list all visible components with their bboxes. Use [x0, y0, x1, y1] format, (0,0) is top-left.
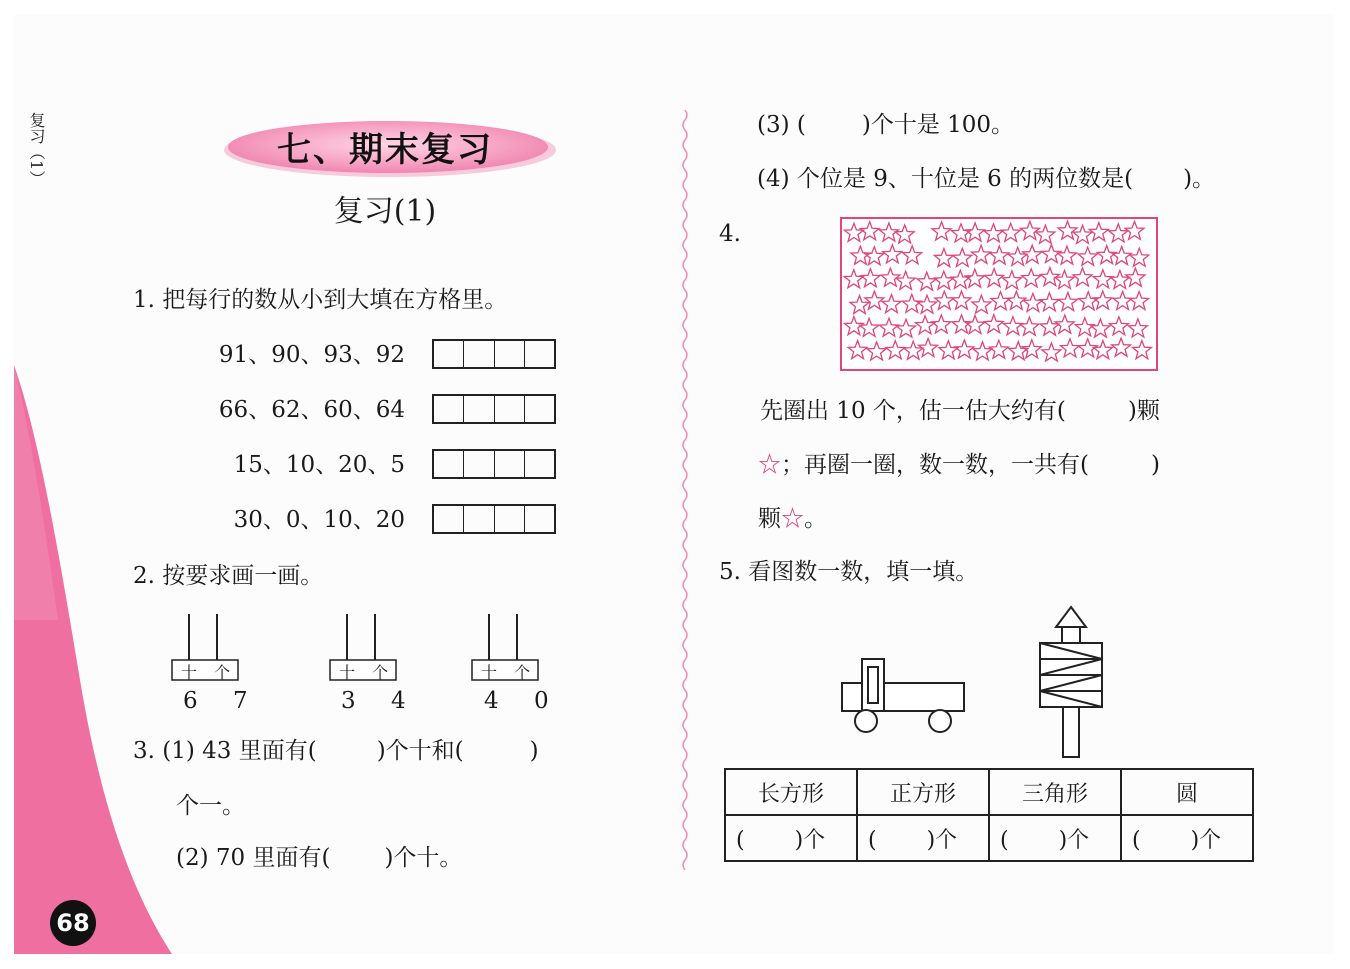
star-shape[interactable]: [953, 248, 972, 266]
star-shape[interactable]: [1055, 315, 1074, 333]
q3-1-text-c: ): [529, 738, 539, 764]
shape-count-table: [724, 768, 1254, 862]
star-shape[interactable]: [1022, 269, 1041, 287]
header-circle: 圆: [1121, 769, 1253, 815]
q3-1-text-a: 3. (1) 43 里面有(: [133, 738, 317, 764]
star-shape[interactable]: [1130, 292, 1149, 310]
star-shape[interactable]: [1020, 221, 1039, 239]
star-shape[interactable]: [886, 341, 905, 359]
q3-line-2: 个一。: [176, 793, 245, 819]
q3-2-text-a: (2) 70 里面有(: [176, 845, 331, 871]
star-shape[interactable]: [932, 222, 951, 240]
star-shape[interactable]: [1128, 319, 1147, 337]
star-shape[interactable]: [1022, 340, 1041, 358]
star-shape[interactable]: [881, 268, 900, 286]
q3-1-text-b: )个十和(: [376, 738, 464, 764]
star-shape[interactable]: [934, 271, 953, 289]
q1-row-2-numbers: 66、62、60、64: [218, 397, 405, 423]
q5-prompt: 5. 看图数一数，填一填。: [719, 559, 979, 585]
star-shape[interactable]: [952, 291, 971, 309]
star-shape[interactable]: [1130, 248, 1149, 266]
star-shape[interactable]: [897, 319, 916, 337]
star-shape[interactable]: [1055, 270, 1074, 288]
q4-text-a: 先圈出 10 个，估一估大约有(: [760, 398, 1066, 424]
star-shape[interactable]: [1113, 291, 1132, 309]
q3-line-1: [133, 736, 539, 766]
star-shape[interactable]: [1023, 245, 1042, 263]
star-shape[interactable]: [867, 342, 886, 360]
star-field: [842, 219, 1156, 369]
star-shape[interactable]: [951, 270, 970, 288]
q3-3-text-a: (3) (: [757, 112, 806, 138]
q1-row-2-answer-boxes[interactable]: [432, 394, 556, 424]
star-shape[interactable]: [972, 295, 991, 313]
q4-text-c: ；再圈一圈，数一数，一共有(: [781, 452, 1089, 478]
star-shape[interactable]: [1089, 223, 1108, 241]
star-shape[interactable]: [1110, 270, 1129, 288]
star-shape[interactable]: [882, 295, 901, 313]
star-shape[interactable]: [1091, 319, 1110, 337]
star-shape[interactable]: [1003, 317, 1022, 335]
header-rectangle: 长方形: [725, 769, 857, 815]
star-shape[interactable]: [935, 291, 954, 309]
section-subtitle: 复习(1): [333, 194, 437, 229]
star-shape[interactable]: [939, 341, 958, 359]
star-shape[interactable]: [1058, 221, 1077, 239]
tower-figure: [1034, 605, 1108, 761]
star-shape[interactable]: [865, 247, 884, 265]
star-shape[interactable]: [1002, 271, 1021, 289]
abacus-1-place-label: 十 个: [181, 663, 237, 682]
header-square: 正方形: [857, 769, 989, 815]
star-shape[interactable]: [965, 269, 984, 287]
star-shape[interactable]: [895, 225, 914, 243]
star-shape[interactable]: [989, 340, 1008, 358]
answer-circle-count[interactable]: ( )个: [1121, 815, 1253, 861]
star-shape[interactable]: [1125, 221, 1144, 239]
answer-triangle-count[interactable]: ( )个: [989, 815, 1121, 861]
star-field-box: [840, 217, 1158, 371]
star-shape[interactable]: [1126, 268, 1145, 286]
q3-4-text-b: )。: [1183, 166, 1216, 192]
star-shape[interactable]: [1001, 223, 1020, 241]
star-shape[interactable]: [1078, 247, 1097, 265]
q3-2-text-b: )个十。: [384, 845, 463, 871]
star-shape[interactable]: [966, 223, 985, 241]
q3-line-4: [757, 110, 1014, 140]
star-shape[interactable]: [1061, 339, 1080, 357]
star-shape[interactable]: [1112, 247, 1131, 265]
star-shape[interactable]: [1023, 293, 1042, 311]
table-answer-row: [725, 815, 1253, 861]
star-icon: ☆: [758, 452, 781, 478]
q4-line-2: [758, 450, 1160, 480]
q3-line-3: [176, 843, 462, 873]
star-shape[interactable]: [879, 318, 898, 336]
page-number: 68: [50, 900, 96, 946]
star-shape[interactable]: [1073, 268, 1092, 286]
answer-rectangle-count[interactable]: ( )个: [725, 815, 857, 861]
star-shape[interactable]: [984, 315, 1003, 333]
star-shape[interactable]: [985, 269, 1004, 287]
star-shape[interactable]: [1040, 293, 1059, 311]
header-triangle: 三角形: [989, 769, 1121, 815]
q1-row-4-numbers: 30、0、10、20: [233, 507, 405, 533]
star-shape[interactable]: [917, 272, 936, 290]
star-shape[interactable]: [1109, 317, 1128, 335]
star-shape[interactable]: [1040, 317, 1059, 335]
q3-4-text-a: (4) 个位是 9、十位是 6 的两位数是(: [757, 166, 1134, 192]
abacus-2-place-label: 十 个: [339, 663, 395, 682]
q3-3-text-b: )个十是 100。: [861, 112, 1015, 138]
star-shape[interactable]: [1040, 268, 1059, 286]
star-shape[interactable]: [1042, 343, 1061, 361]
q1-row-4-answer-boxes[interactable]: [432, 504, 556, 534]
star-shape[interactable]: [1112, 338, 1131, 356]
star-shape[interactable]: [844, 223, 863, 241]
star-shape[interactable]: [861, 269, 880, 287]
star-shape[interactable]: [919, 338, 938, 356]
star-shape[interactable]: [973, 342, 992, 360]
table-header-row: [725, 769, 1253, 815]
q4-text-f: 。: [804, 506, 827, 532]
star-shape[interactable]: [896, 271, 915, 289]
star-shape[interactable]: [860, 222, 879, 240]
star-shape[interactable]: [1093, 270, 1112, 288]
star-shape[interactable]: [1109, 224, 1128, 242]
star-shape[interactable]: [1009, 342, 1028, 360]
star-shape[interactable]: [1057, 246, 1076, 264]
star-icon: ☆: [781, 506, 804, 532]
page-divider: [677, 110, 693, 870]
star-shape[interactable]: [903, 246, 922, 264]
q4-line-3: [758, 504, 827, 534]
abacus-1-digits: 6 7: [183, 688, 262, 714]
q1-row-1-answer-boxes[interactable]: [432, 339, 556, 369]
q4-number: 4.: [719, 221, 741, 247]
q1-row-1-numbers: 91、90、93、92: [218, 342, 405, 368]
star-shape[interactable]: [1093, 341, 1112, 359]
q4-line-1: [760, 396, 1160, 426]
star-shape[interactable]: [865, 291, 884, 309]
star-shape[interactable]: [990, 246, 1009, 264]
truck-figure: [836, 655, 972, 737]
q4-text-b: )颗: [1127, 398, 1160, 424]
star-shape[interactable]: [984, 224, 1003, 242]
star-shape[interactable]: [1020, 317, 1039, 335]
star-shape[interactable]: [916, 316, 935, 334]
star-shape[interactable]: [860, 318, 879, 336]
star-shape[interactable]: [966, 315, 985, 333]
abacus-3-digits: 4 0: [484, 688, 563, 714]
star-shape[interactable]: [1132, 341, 1151, 359]
q4-text-e: 颗: [758, 506, 781, 532]
star-shape[interactable]: [883, 245, 902, 263]
star-shape[interactable]: [952, 224, 971, 242]
star-shape[interactable]: [1093, 291, 1112, 309]
q1-row-3-numbers: 15、10、20、5: [233, 452, 405, 478]
side-tab-label: 复习（1）: [27, 112, 46, 187]
star-shape[interactable]: [932, 315, 951, 333]
star-shape[interactable]: [1058, 293, 1077, 311]
q2-prompt: 2. 按要求画一画。: [133, 563, 324, 589]
answer-square-count[interactable]: ( )个: [857, 815, 989, 861]
star-shape[interactable]: [955, 340, 974, 358]
star-shape[interactable]: [844, 270, 863, 288]
star-shape[interactable]: [972, 245, 991, 263]
q4-text-d: ): [1150, 452, 1160, 478]
star-shape[interactable]: [1008, 247, 1027, 265]
star-shape[interactable]: [1079, 292, 1098, 310]
q1-prompt: 1. 把每行的数从小到大填在方格里。: [133, 287, 508, 313]
chapter-title: 七、期末复习: [277, 130, 493, 170]
q3-line-5: [757, 164, 1215, 194]
star-shape[interactable]: [991, 292, 1010, 310]
star-shape[interactable]: [934, 249, 953, 267]
abacus-2-digits: 3 4: [341, 688, 420, 714]
abacus-3-place-label: 十 个: [481, 663, 537, 682]
star-shape[interactable]: [848, 341, 867, 359]
q1-row-3-answer-boxes[interactable]: [432, 449, 556, 479]
star-shape[interactable]: [904, 341, 923, 359]
